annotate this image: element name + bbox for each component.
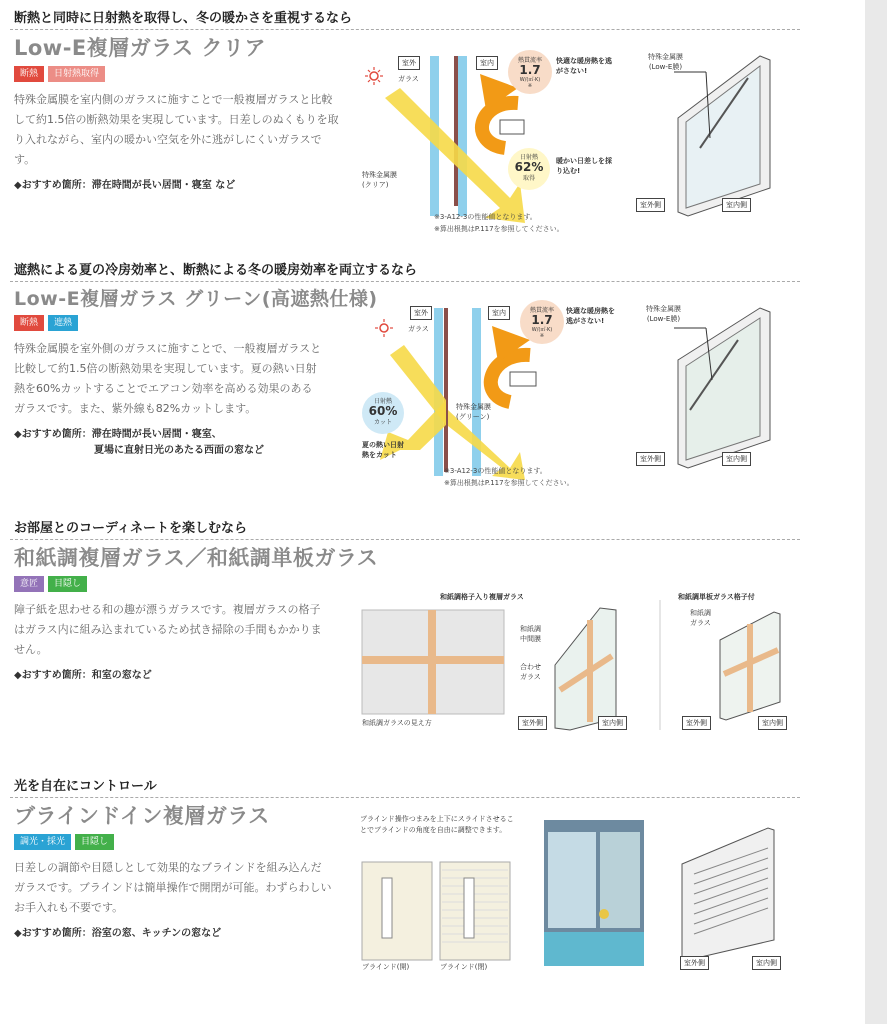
label-glass: ガラス	[408, 325, 429, 333]
solar-label: 日射熱	[519, 154, 538, 161]
heat-diagram	[360, 48, 620, 238]
section-heading: 断熱と同時に日射熱を取得し、冬の暖かさを重視するなら	[10, 8, 800, 30]
note-performance: ※3-A12-3の性能値となります。	[434, 213, 537, 221]
heat-note: ※	[527, 83, 533, 89]
multi-label-interlayer: 和紙調 中間膜	[520, 625, 541, 643]
heat-unit: W/(㎡·K)	[519, 77, 541, 83]
label-outdoor: 室外	[398, 56, 420, 70]
recommendation: ◆おすすめ箇所：滞在時間が長い居間・寝室、 夏場に直射日光のあたる西面の窓など	[14, 429, 264, 456]
blind-open-label: ブラインド(開)	[362, 963, 410, 971]
product-description: 特殊金属膜を室外側のガラスに施すことで、一般複層ガラスと比較して約1.5倍の断熱効果を実現しています。夏の熱い日射熱を60%カットすることでエアコン効率を高める効果のあるガラスです。また、紫外線も82%カットします。	[14, 342, 322, 415]
note-basis: ※算出根拠はP.117を参照してください。	[434, 225, 564, 233]
scrollbar[interactable]	[865, 0, 887, 1024]
heat-label: 熱貫流率	[517, 57, 542, 64]
label-indoor: 室内	[488, 306, 510, 320]
heat-value-badge	[520, 300, 564, 344]
sample-caption: 和紙調ガラスの見え方	[362, 719, 432, 727]
note-performance: ※3-A12-3の性能値となります。	[444, 467, 547, 475]
recommendation: ◆おすすめ箇所：浴室の窓、キッチンの窓など	[14, 928, 222, 939]
solar-sub: カット	[374, 419, 392, 426]
section-heading: 遮熱による夏の冷房効率と、断熱による冬の暖房効率を両立するなら	[10, 260, 800, 282]
figure-indoor: 室内側	[722, 198, 751, 212]
blind-indoor: 室内側	[752, 956, 781, 970]
badge-solar-gain: 日射熱取得	[48, 66, 105, 82]
sun-icon	[365, 67, 383, 85]
glass-figure	[630, 300, 790, 470]
badge-heat-shield: 遮熱	[48, 315, 78, 331]
glass-pane-illustration	[630, 48, 790, 218]
product-title: Low-E複層ガラス クリア	[14, 36, 266, 60]
single-label: 和紙調 ガラス	[690, 609, 711, 627]
solar-caption: 暖かい日差しを採り込む!	[556, 157, 612, 175]
label-film: 特殊金属膜 (クリア)	[362, 171, 397, 189]
product-title: ブラインドイン複層ガラス	[14, 804, 270, 828]
solar-value-badge	[362, 392, 404, 434]
badge-insulation: 断熱	[14, 66, 44, 82]
heat-value-badge	[508, 50, 552, 94]
multi-title: 和紙調格子入り複層ガラス	[440, 593, 524, 601]
blind-closed-label: ブラインド(閉)	[440, 963, 488, 971]
figure-film-label: 特殊金属膜 (Low-E膜)	[648, 53, 683, 71]
product-description: 障子紙を思わせる和の趣が漂うガラスです。複層ガラスの格子はガラス内に組み込まれているため拭き掃除の手間もかかりません。	[14, 603, 322, 656]
glass-figure	[630, 48, 790, 218]
badge-privacy: 目隠し	[48, 576, 87, 592]
blind-outdoor: 室外側	[680, 956, 709, 970]
label-film: 特殊金属膜 (グリーン)	[456, 403, 491, 421]
product-title: Low-E複層ガラス グリーン(高遮熱仕様)	[14, 288, 378, 310]
solar-value-badge	[508, 148, 550, 190]
washi-figures	[360, 590, 800, 740]
heat-value: 1.7	[519, 63, 541, 77]
heat-value: 1.7	[531, 313, 553, 327]
multi-outdoor: 室外側	[518, 716, 547, 730]
multi-label-laminated: 合わせ ガラス	[520, 663, 541, 681]
heat-caption: 快適な暖房熱を逃がさない!	[556, 57, 612, 75]
badge-design: 意匠	[14, 576, 44, 592]
solar-value: 62%	[514, 160, 544, 174]
section-heading: お部屋とのコーディネートを楽しむなら	[10, 518, 800, 540]
glass-pane-illustration	[630, 300, 790, 470]
badge-insulation: 断熱	[14, 315, 44, 331]
heat-unit: W/(㎡·K)	[531, 327, 553, 333]
single-title: 和紙調単板ガラス格子付	[678, 593, 755, 601]
blind-figures	[360, 814, 800, 974]
heat-caption: 快適な暖房熱を逃がさない!	[566, 307, 615, 325]
figure-indoor: 室内側	[722, 452, 751, 466]
blind-caption: ブラインド操作つまみを上下にスライドさせることでブラインドの角度を自由に調整できます。	[360, 815, 514, 834]
solar-sub: 取得	[522, 175, 535, 182]
badge-light-control: 調光・採光	[14, 834, 71, 850]
heat-diagram	[360, 300, 620, 490]
single-outdoor: 室外側	[682, 716, 711, 730]
multi-indoor: 室内側	[598, 716, 627, 730]
solar-label: 日射熱	[373, 398, 392, 405]
heat-label: 熱貫流率	[529, 307, 554, 314]
heat-diagram-graphic	[360, 300, 620, 490]
sun-icon	[375, 319, 393, 337]
single-indoor: 室内側	[758, 716, 787, 730]
label-outdoor: 室外	[410, 306, 432, 320]
figure-outdoor: 室外側	[636, 452, 665, 466]
recommendation: ◆おすすめ箇所：和室の窓など	[14, 670, 152, 681]
solar-caption: 夏の熱い日射熱をカット	[362, 441, 404, 459]
product-description: 特殊金属膜を室内側のガラスに施すことで一般複層ガラスと比較して約1.5倍の断熱効果を実現しています。日差しのぬくもりを取り入れながら、室内の暖かい空気を外に逃がしにくいガラスです。	[14, 93, 339, 166]
figure-outdoor: 室外側	[636, 198, 665, 212]
figure-film-label: 特殊金属膜 (Low-E膜)	[646, 305, 681, 323]
blind-illustration	[360, 814, 800, 974]
label-indoor: 室内	[476, 56, 498, 70]
solar-value: 60%	[368, 404, 398, 418]
recommendation: ◆おすすめ箇所：滞在時間が長い居間・寝室 など	[14, 180, 236, 191]
label-glass: ガラス	[398, 75, 419, 83]
section-heading: 光を自在にコントロール	[10, 776, 800, 798]
note-basis: ※算出根拠はP.117を参照してください。	[444, 479, 574, 487]
product-title: 和紙調複層ガラス／和紙調単板ガラス	[14, 546, 379, 570]
badge-privacy: 目隠し	[75, 834, 114, 850]
heat-note: ※	[539, 333, 545, 339]
product-description: 日差しの調節や目隠しとして効果的なブラインドを組み込んだガラスです。ブラインドは簡単操作で開閉が可能。わずらわしいお手入れも不要です。	[14, 861, 332, 914]
